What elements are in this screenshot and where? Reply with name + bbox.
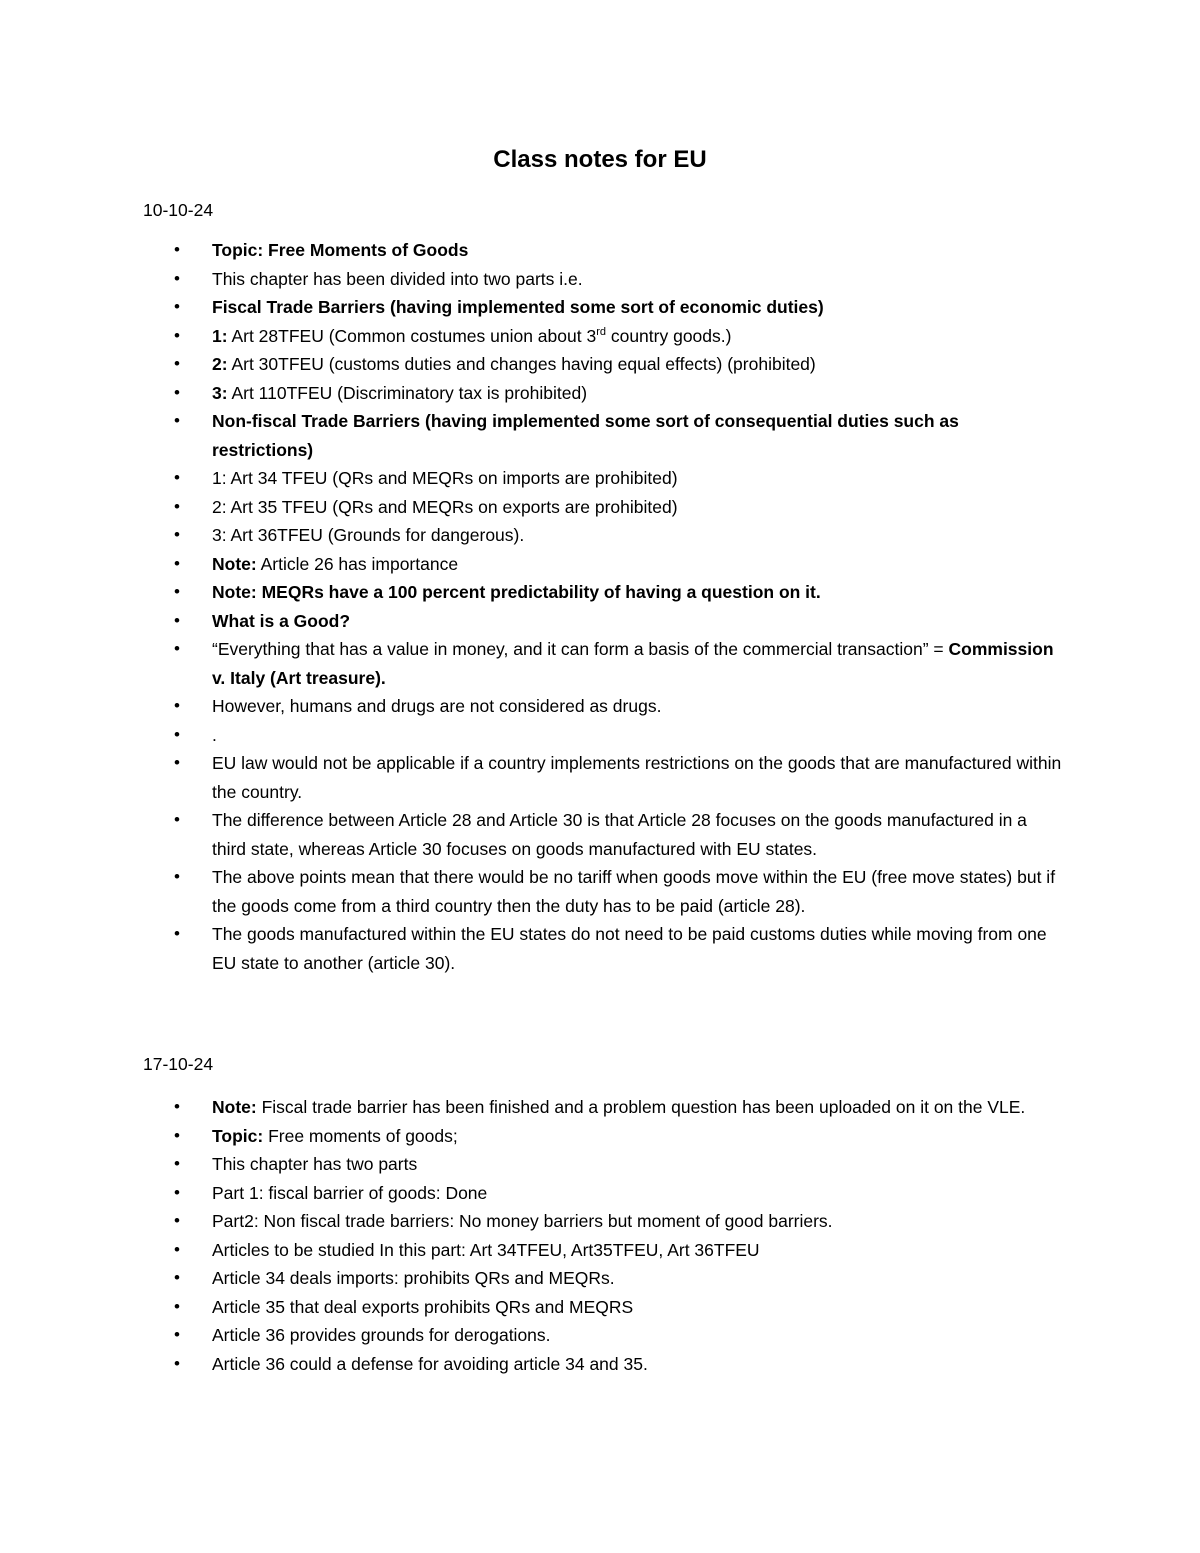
note-label: Note: xyxy=(212,553,257,574)
list-item-text: Part2: Non fiscal trade barriers: No money barriers but moment of good barriers. xyxy=(212,1211,833,1231)
bullet-icon: • xyxy=(174,1325,180,1344)
list-item xyxy=(0,236,1062,265)
list-item xyxy=(0,293,1062,322)
list-item-text: Free moments of goods; xyxy=(263,1125,458,1146)
bullet-icon: • xyxy=(174,582,180,601)
notes-list-1 xyxy=(0,236,1200,977)
list-item-text: Art 110TFEU (Discriminatory tax is prohibited) xyxy=(227,382,588,403)
list-item-text: The difference between Article 28 and Article 30 is that Article 28 focuses on the goods manufactured in a third state, whereas Article 30 focuses on goods manufactured with EU states. xyxy=(212,810,1027,859)
bullet-icon: • xyxy=(174,382,180,402)
bullet-icon: • xyxy=(174,553,180,573)
list-item-text: This chapter has been divided into two parts i.e. xyxy=(212,268,583,289)
document-title: Class notes for EU xyxy=(493,146,707,173)
list-item-number: 3: xyxy=(212,382,228,403)
list-item xyxy=(0,1321,1062,1350)
bullet-icon: • xyxy=(174,496,180,516)
bullet-icon: • xyxy=(174,639,180,658)
date-heading-2: 17-10-24 xyxy=(143,1054,214,1074)
list-item xyxy=(0,1179,1062,1208)
list-item xyxy=(0,721,1062,750)
list-item-text: “Everything that has a value in money, and it can form a basis of the commercial transaction” = xyxy=(212,639,949,659)
list-item-number: 2: xyxy=(212,354,228,374)
notes-list-2 xyxy=(0,1093,1200,1378)
list-item xyxy=(0,1350,1062,1379)
list-item xyxy=(0,493,1062,522)
list-item xyxy=(0,692,1062,721)
list-item-text: This chapter has two parts xyxy=(212,1154,418,1174)
list-item xyxy=(0,1122,1062,1151)
bullet-icon: • xyxy=(174,724,180,744)
bullet-icon: • xyxy=(174,325,180,345)
list-item xyxy=(0,464,1062,493)
list-item xyxy=(0,350,1062,379)
list-item xyxy=(0,635,1062,692)
note-label: Note: xyxy=(212,1097,257,1117)
list-item-text: 1: Art 34 TFEU (QRs and MEQRs on imports are prohibited) xyxy=(212,468,678,488)
list-item-text: The goods manufactured within the EU states do not need to be paid customs duties while moving from one EU state to another (article 30). xyxy=(212,924,1047,973)
bullet-icon: • xyxy=(174,1239,180,1259)
topic-label: Topic: xyxy=(212,1125,264,1146)
list-item-text: However, humans and drugs are not considered as drugs. xyxy=(212,696,662,716)
list-item-text: Note: MEQRs have a 100 percent predictability of having a question on it. xyxy=(212,582,821,602)
list-item-text: Art 30TFEU (customs duties and changes having equal effects) (prohibited) xyxy=(227,354,816,374)
bullet-icon: • xyxy=(174,1182,180,1202)
bullet-icon: • xyxy=(174,1097,180,1116)
list-item-text: The above points mean that there would be no tariff when goods move within the EU (free move states) but if the goods come from a third country then the duty has to be paid (article 28). xyxy=(212,867,1056,916)
list-item-text: Articles to be studied In this part: Art 34TFEU, Art35TFEU, Art 36TFEU xyxy=(212,1239,760,1260)
list-item xyxy=(0,578,1062,607)
list-item xyxy=(0,521,1062,550)
list-item xyxy=(0,265,1062,294)
bullet-icon: • xyxy=(174,411,180,430)
list-item xyxy=(0,1093,1062,1122)
list-item xyxy=(0,1264,1062,1293)
list-item xyxy=(0,1207,1062,1236)
bullet-icon: • xyxy=(174,810,180,829)
list-item-text: Fiscal trade barrier has been finished and a problem question has been uploaded on it on the VLE. xyxy=(256,1097,1026,1117)
list-item xyxy=(0,379,1062,408)
superscript: rd xyxy=(596,325,606,338)
list-item xyxy=(0,607,1062,636)
bullet-icon: • xyxy=(174,354,180,373)
list-item xyxy=(0,863,1062,920)
bullet-icon: • xyxy=(174,268,180,288)
bullet-icon: • xyxy=(174,1211,180,1230)
bullet-icon: • xyxy=(174,1268,180,1287)
bullet-icon: • xyxy=(174,867,180,886)
list-item xyxy=(0,806,1062,863)
list-item-text: Article 36 could a defense for avoiding article 34 and 35. xyxy=(212,1353,648,1374)
list-item-text: Article 35 that deal exports prohibits QRs and MEQRS xyxy=(212,1296,634,1317)
bullet-icon: • xyxy=(174,468,180,487)
list-item-text: country goods.) xyxy=(605,325,732,346)
bullet-icon: • xyxy=(174,240,180,259)
list-item xyxy=(0,1236,1062,1265)
list-item xyxy=(0,749,1062,806)
list-item-text: Topic: Free Moments of Goods xyxy=(212,240,469,260)
list-item-text: What is a Good? xyxy=(212,610,351,631)
list-item xyxy=(0,407,1062,464)
case-citation: Commission v. Italy (Art treasure). xyxy=(212,639,1054,688)
list-item-text: Part 1: fiscal barrier of goods: Done xyxy=(212,1182,488,1203)
list-item-text: . xyxy=(212,724,217,745)
list-item xyxy=(0,1293,1062,1322)
bullet-icon: • xyxy=(174,610,180,630)
bullet-icon: • xyxy=(174,1296,180,1316)
list-item-text: Non-fiscal Trade Barriers (having implemented some sort of consequential duties such as restrictions) xyxy=(212,411,959,460)
list-item-text: 2: Art 35 TFEU (QRs and MEQRs on exports are prohibited) xyxy=(212,496,678,517)
list-item-text: 3: Art 36TFEU (Grounds for dangerous). xyxy=(212,525,525,545)
bullet-icon: • xyxy=(174,1125,180,1145)
list-item xyxy=(0,550,1062,579)
list-item-text: Art 28TFEU (Common costumes union about 3 xyxy=(227,325,597,346)
list-item-text: EU law would not be applicable if a country implements restrictions on the goods that are manufactured within the country. xyxy=(212,753,1062,802)
date-heading-1: 10-10-24 xyxy=(143,200,214,220)
list-item xyxy=(0,322,1062,351)
list-item xyxy=(0,1150,1062,1179)
bullet-icon: • xyxy=(174,297,180,316)
bullet-icon: • xyxy=(174,1353,180,1373)
bullet-icon: • xyxy=(174,924,180,943)
bullet-icon: • xyxy=(174,753,180,772)
bullet-icon: • xyxy=(174,696,180,715)
list-item-number: 1: xyxy=(212,325,228,346)
list-item xyxy=(0,920,1062,977)
list-item-text: Article 36 provides grounds for derogations. xyxy=(212,1325,551,1345)
list-item-text: Article 34 deals imports: prohibits QRs and MEQRs. xyxy=(212,1268,615,1288)
list-item-text: Article 26 has importance xyxy=(256,553,459,574)
list-item-text: Fiscal Trade Barriers (having implemented some sort of economic duties) xyxy=(212,297,824,317)
bullet-icon: • xyxy=(174,525,180,544)
bullet-icon: • xyxy=(174,1154,180,1173)
